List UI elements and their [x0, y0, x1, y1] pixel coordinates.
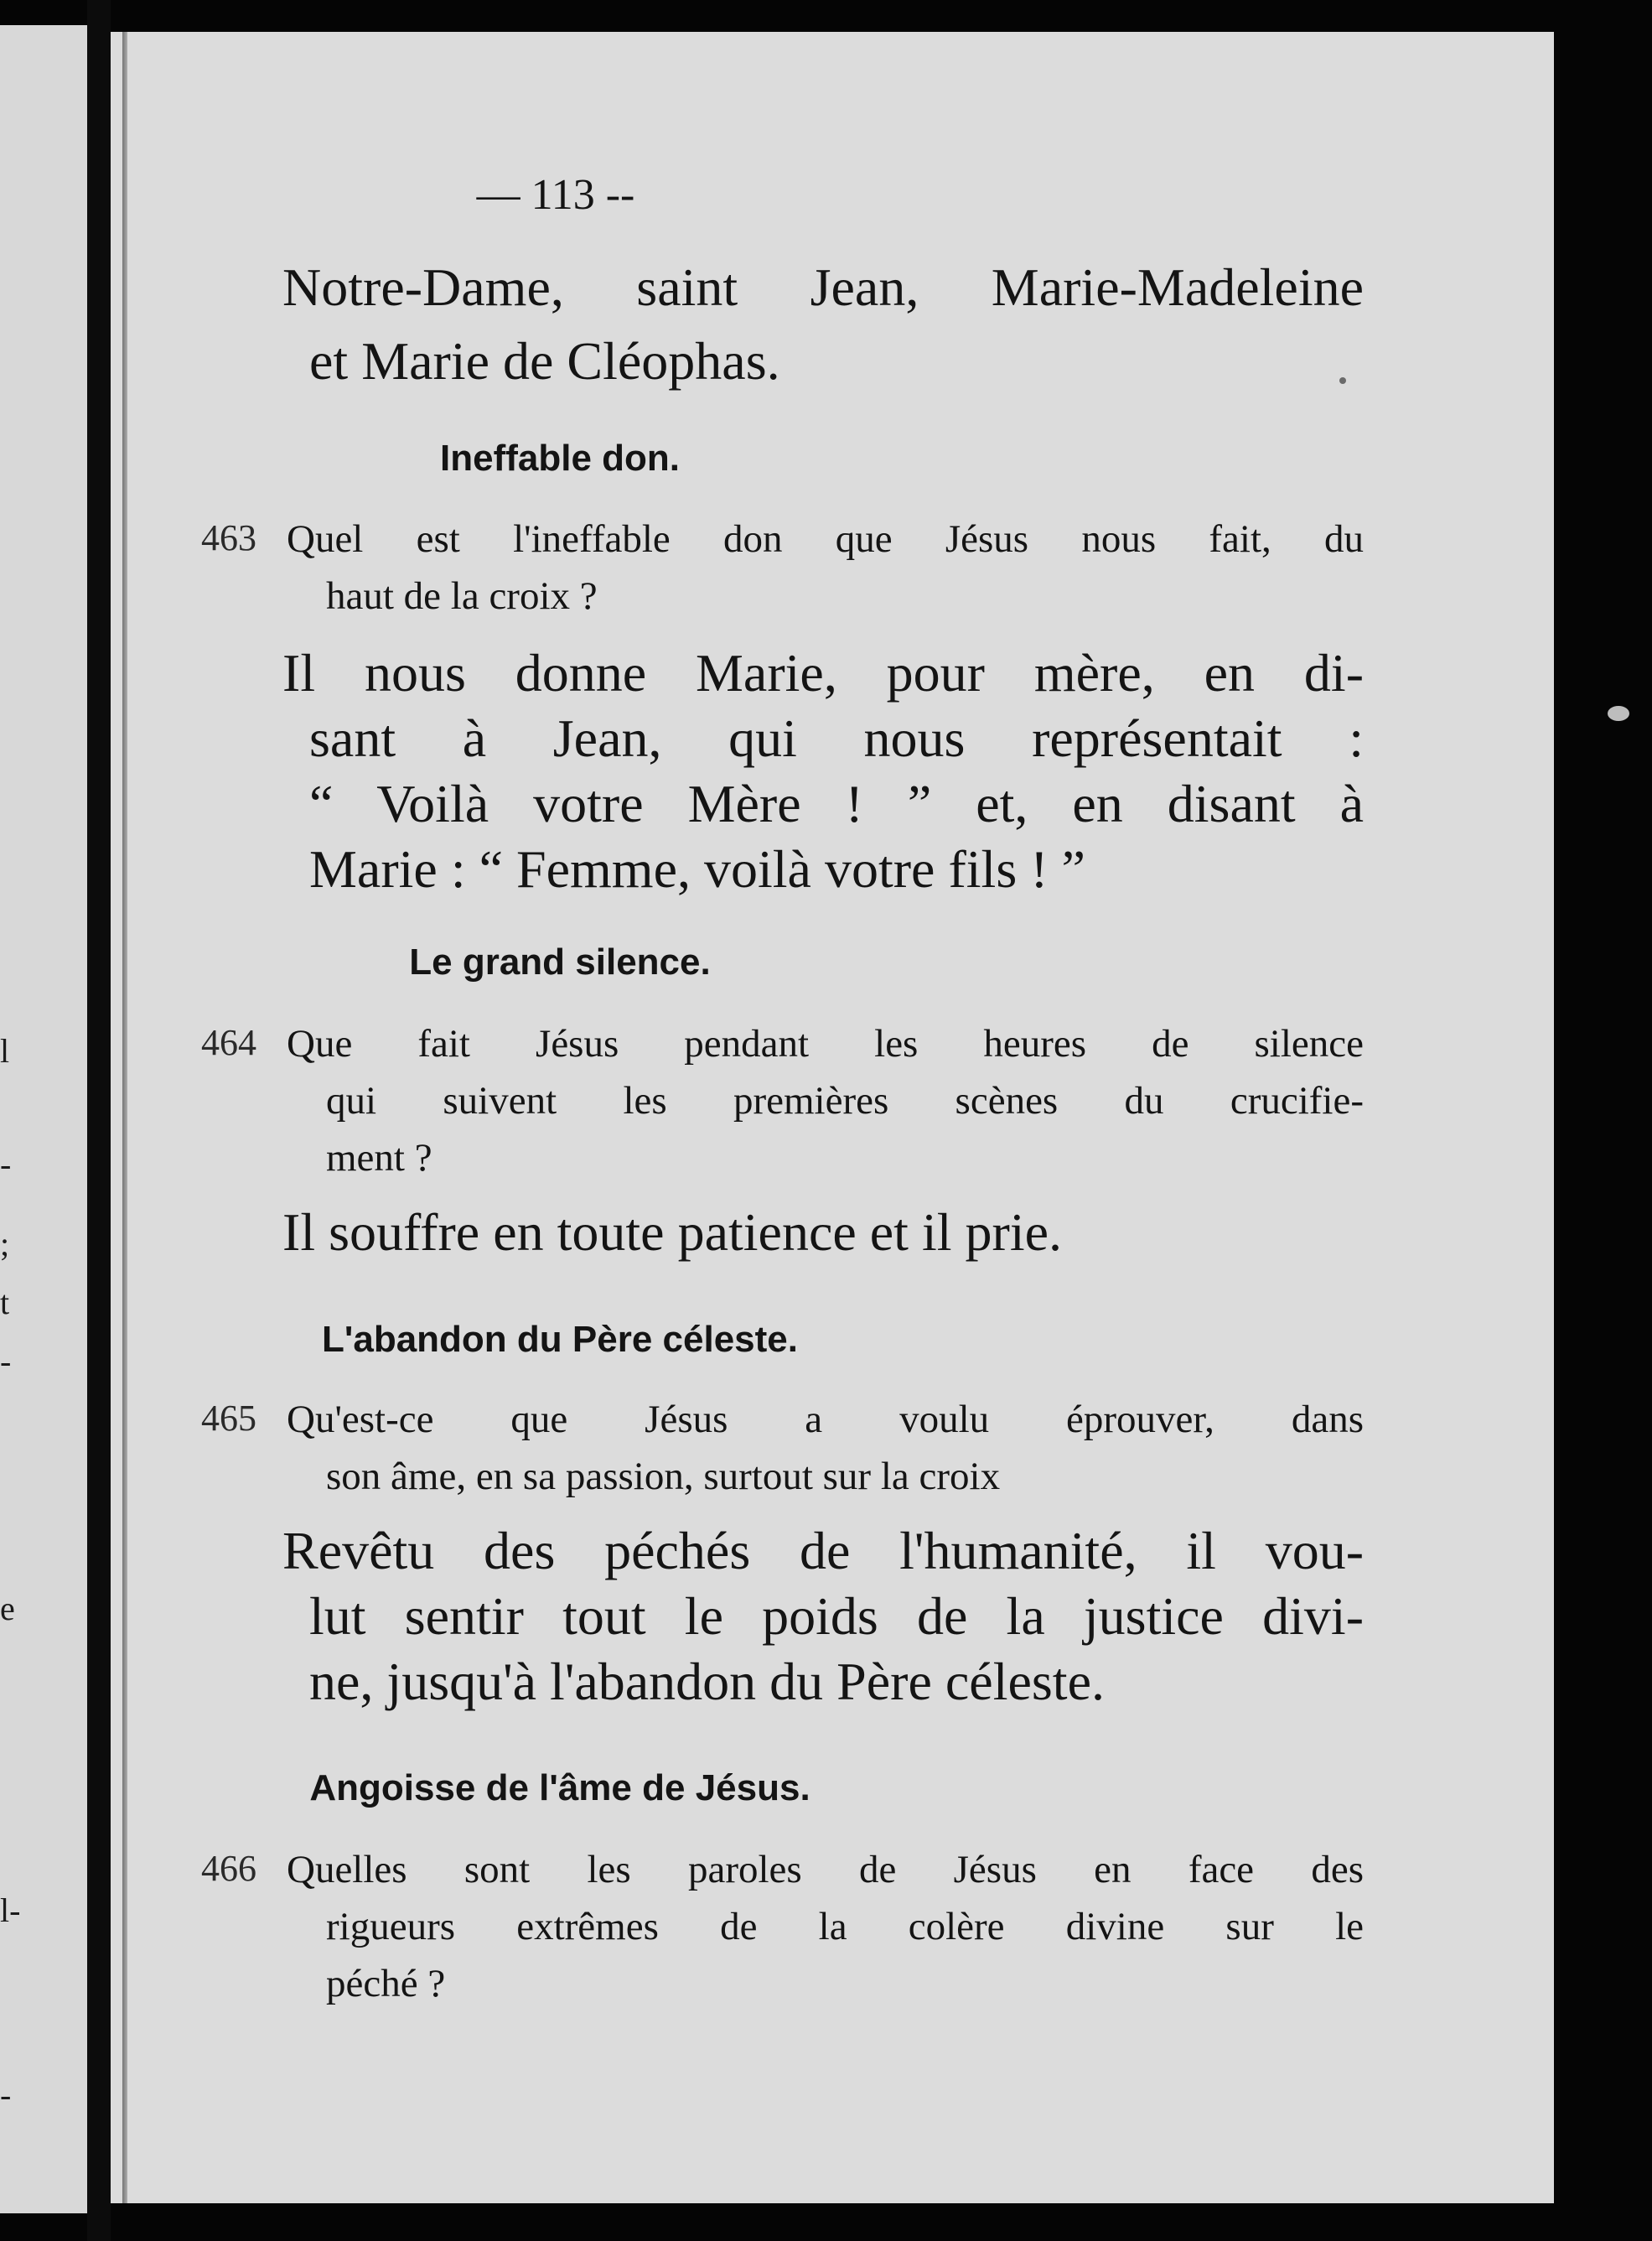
margin-fragment: - [0, 2076, 12, 2114]
question-number: 463 [201, 517, 256, 558]
question-line: Quel est l'ineffable don que Jésus nous fait, du [287, 517, 1364, 561]
question-line: rigueurs extrêmes de la colère divine sur le [326, 1905, 1364, 1948]
answer-line: Marie : “ Femme, voilà votre fils ! ” [309, 839, 1085, 899]
answer-line: Il nous donne Marie, pour mère, en di- [282, 643, 1364, 703]
question-line: Que fait Jésus pendant les heures de silence [287, 1022, 1364, 1066]
margin-fragment: l [0, 1032, 10, 1070]
answer-line: Il souffre en toute patience et il prie. [282, 1202, 1062, 1262]
page-content [111, 32, 1554, 2203]
answer-line: “ Voilà votre Mère ! ” et, en disant à [309, 774, 1364, 833]
question-line: ment ? [326, 1136, 432, 1180]
section-heading: L'abandon du Père céleste. [322, 1319, 798, 1360]
question-line: Quelles sont les paroles de Jésus en face des [287, 1848, 1364, 1891]
margin-fragment: - [0, 1342, 12, 1380]
answer-line: sant à Jean, qui nous représentait : [309, 708, 1364, 768]
previous-page-margin [0, 25, 87, 2213]
answer-line: ne, jusqu'à l'abandon du Père céleste. [309, 1652, 1105, 1711]
question-line: péché ? [326, 1962, 446, 2005]
section-heading: Angoisse de l'âme de Jésus. [309, 1767, 810, 1808]
answer-line: lut sentir tout le poids de la justice divi- [309, 1586, 1364, 1646]
page-number: — 113 -- [476, 171, 635, 219]
paper-speck [1608, 706, 1629, 721]
question-number: 465 [201, 1398, 256, 1439]
margin-fragment: t [0, 1284, 10, 1321]
book-page [111, 32, 1554, 2203]
question-line: Qu'est-ce que Jésus a voulu éprouver, dans [287, 1398, 1364, 1441]
question-line: qui suivent les premières scènes du crucifie- [326, 1079, 1364, 1123]
answer-line: Revêtu des péchés de l'humanité, il vou- [282, 1521, 1364, 1580]
question-number: 466 [201, 1848, 256, 1889]
margin-fragment: l- [0, 1891, 21, 1929]
paper-speck [1339, 377, 1346, 384]
book-gutter [87, 0, 111, 2241]
margin-fragment: ; [0, 1225, 10, 1263]
margin-fragment: e [0, 1590, 15, 1627]
margin-fragment: - [0, 1145, 12, 1183]
question-number: 464 [201, 1022, 256, 1063]
intro-line: et Marie de Cléophas. [309, 331, 780, 391]
intro-line: Notre-Dame, saint Jean, Marie-Madeleine [282, 257, 1364, 317]
question-line: haut de la croix ? [326, 574, 598, 618]
section-heading: Ineffable don. [440, 438, 680, 479]
question-line: son âme, en sa passion, surtout sur la croix [326, 1455, 1001, 1498]
section-heading: Le grand silence. [409, 942, 711, 983]
